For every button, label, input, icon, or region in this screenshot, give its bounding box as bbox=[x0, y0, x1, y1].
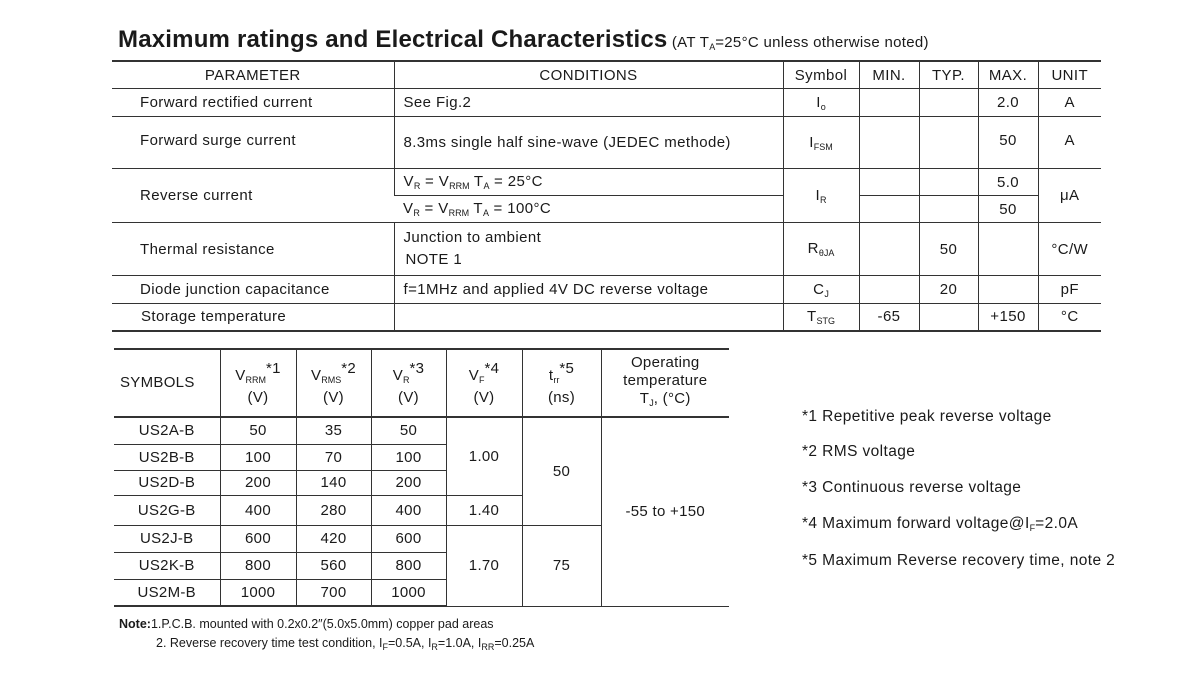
param-junction-capacitance: Diode junction capacitance bbox=[112, 276, 394, 304]
symbol: $I_o$ bbox=[783, 89, 859, 117]
max-value: 5.0 bbox=[978, 169, 1038, 196]
max-value: 50 bbox=[978, 196, 1038, 223]
condition: $V_R = V_{RRM}$ $T_A = 25^\circ C$ bbox=[394, 169, 783, 196]
max-value bbox=[978, 276, 1038, 304]
vrrm-cell: 50 bbox=[220, 417, 296, 444]
symbol: $R_{\theta JA}$ bbox=[783, 223, 859, 276]
vr-cell: 200 bbox=[371, 470, 446, 495]
max-value bbox=[978, 223, 1038, 276]
header-vf: $V_F*4$ (V) bbox=[446, 349, 522, 417]
min-value bbox=[859, 169, 919, 196]
min-value bbox=[859, 223, 919, 276]
param-reverse-current: Reverse current bbox=[112, 169, 394, 223]
typ-value: 20 bbox=[919, 276, 978, 304]
symbol: $I_{FSM}$ bbox=[783, 117, 859, 169]
vrrm-cell: 200 bbox=[220, 470, 296, 495]
note-line-2: 2. Reverse recovery time test condition, $I_F=0.5A$, $I_R=1.0A$, $I_{RR}=0.25A$ bbox=[156, 636, 535, 652]
symbol: $I_R$ bbox=[783, 169, 859, 223]
min-value bbox=[859, 89, 919, 117]
typ-value bbox=[919, 89, 978, 117]
condition: See Fig.2 bbox=[394, 89, 783, 117]
footnote-2: *2 RMS voltage bbox=[802, 443, 916, 460]
min-value: -65 bbox=[859, 304, 919, 331]
symbol-cell: US2K-B bbox=[114, 552, 220, 579]
table-row bbox=[112, 304, 1101, 331]
note-label: Note: bbox=[119, 617, 151, 631]
footnote-1: *1 Repetitive peak reverse voltage bbox=[802, 408, 1052, 425]
header-symbol: Symbol bbox=[783, 61, 859, 89]
symbols-header-row bbox=[114, 349, 729, 417]
trr-cell: 50 bbox=[522, 417, 601, 525]
vf-cell: 1.40 bbox=[446, 495, 522, 525]
typ-value: 50 bbox=[919, 223, 978, 276]
header-unit: UNIT bbox=[1038, 61, 1101, 89]
condition: 8.3ms single half sine-wave (JEDEC methode) bbox=[394, 117, 783, 169]
header-max: MAX. bbox=[978, 61, 1038, 89]
unit-value: °C bbox=[1038, 304, 1101, 331]
param-thermal-resistance: Thermal resistance bbox=[112, 223, 394, 276]
vrrm-cell: 1000 bbox=[220, 579, 296, 606]
param-forward-current: Forward rectified current bbox=[112, 89, 394, 117]
typ-value bbox=[919, 304, 978, 331]
vr-cell: 800 bbox=[371, 552, 446, 579]
header-vrrm: $V_{RRM}*1$ (V) bbox=[220, 349, 296, 417]
ratings-header-row bbox=[112, 61, 1101, 89]
vr-cell: 400 bbox=[371, 495, 446, 525]
header-operating-temperature: Operating temperature $T_J$, (°C) bbox=[601, 349, 729, 417]
symbol: $C_J$ bbox=[783, 276, 859, 304]
notes bbox=[119, 617, 535, 652]
unit-value: A bbox=[1038, 117, 1101, 169]
header-vrms: $V_{RMS}*2$ (V) bbox=[296, 349, 371, 417]
symbol-cell: US2G-B bbox=[114, 495, 220, 525]
footnote-5: *5 Maximum Reverse recovery time, note 2 bbox=[802, 552, 1116, 569]
header-parameter: PARAMETER bbox=[112, 61, 394, 89]
vr-cell: 50 bbox=[371, 417, 446, 444]
symbol-cell: US2B-B bbox=[114, 444, 220, 470]
vrrm-cell: 100 bbox=[220, 444, 296, 470]
max-value: +150 bbox=[978, 304, 1038, 331]
vrrm-cell: 800 bbox=[220, 552, 296, 579]
trr-cell: 75 bbox=[522, 525, 601, 606]
table-row bbox=[112, 89, 1101, 117]
min-value bbox=[859, 117, 919, 169]
vrms-cell: 70 bbox=[296, 444, 371, 470]
typ-value bbox=[919, 196, 978, 223]
vrms-cell: 560 bbox=[296, 552, 371, 579]
table-row bbox=[112, 223, 1101, 276]
typ-value bbox=[919, 117, 978, 169]
condition: Junction to ambient NOTE 1 bbox=[394, 223, 783, 276]
vrrm-cell: 400 bbox=[220, 495, 296, 525]
header-trr: $t_{rr}*5$ (ns) bbox=[522, 349, 601, 417]
vrms-cell: 35 bbox=[296, 417, 371, 444]
max-value: 50 bbox=[978, 117, 1038, 169]
footnote-4: *4 Maximum forward $voltage@I_F=2.0A$ bbox=[802, 515, 1079, 533]
vf-cell: 1.70 bbox=[446, 525, 522, 606]
condition: $V_R = V_{RRM}$ $T_A = 100^\circ C$ bbox=[394, 196, 783, 223]
header-conditions: CONDITIONS bbox=[394, 61, 783, 89]
condition bbox=[394, 304, 783, 331]
unit-value: °C/W bbox=[1038, 223, 1101, 276]
symbols-table bbox=[114, 348, 729, 607]
title-main: Maximum ratings and Electrical Characteristics bbox=[118, 26, 668, 53]
symbol: $T_{STG}$ bbox=[783, 304, 859, 331]
vrms-cell: 280 bbox=[296, 495, 371, 525]
header-symbols: SYMBOLS bbox=[114, 349, 220, 417]
unit-value: A bbox=[1038, 89, 1101, 117]
vrms-cell: 700 bbox=[296, 579, 371, 606]
vr-cell: 100 bbox=[371, 444, 446, 470]
min-value bbox=[859, 276, 919, 304]
operating-temp-cell: -55 to +150 bbox=[601, 417, 729, 606]
vrrm-cell: 600 bbox=[220, 525, 296, 552]
vrms-cell: 140 bbox=[296, 470, 371, 495]
max-value: 2.0 bbox=[978, 89, 1038, 117]
header-min: MIN. bbox=[859, 61, 919, 89]
symbol-cell: US2D-B bbox=[114, 470, 220, 495]
table-row bbox=[112, 117, 1101, 169]
typ-value bbox=[919, 169, 978, 196]
min-value bbox=[859, 196, 919, 223]
vrms-cell: 420 bbox=[296, 525, 371, 552]
table-row bbox=[114, 417, 729, 444]
vr-cell: 600 bbox=[371, 525, 446, 552]
condition: f=1MHz and applied 4V DC reverse voltage bbox=[394, 276, 783, 304]
header-typ: TYP. bbox=[919, 61, 978, 89]
unit-value: pF bbox=[1038, 276, 1101, 304]
ratings-table bbox=[112, 60, 1101, 332]
table-row bbox=[112, 169, 1101, 196]
page-title bbox=[118, 26, 929, 54]
unit-value: μA bbox=[1038, 169, 1101, 223]
title-conditions-note: (AT $T_A=25^\circ C$ unless otherwise noted) bbox=[671, 34, 929, 52]
param-storage-temperature: Storage temperature bbox=[112, 304, 394, 331]
header-vr: $V_R*3$ (V) bbox=[371, 349, 446, 417]
param-surge-current: Forward surge current bbox=[112, 117, 394, 169]
symbol-cell: US2A-B bbox=[114, 417, 220, 444]
symbol-cell: US2J-B bbox=[114, 525, 220, 552]
note-line-1: Note:1.P.C.B. mounted with 0.2x0.2″(5.0x5.0mm) copper pad areas bbox=[119, 617, 494, 631]
footnote-3: *3 Continuous reverse voltage bbox=[802, 479, 1022, 496]
table-row bbox=[112, 276, 1101, 304]
symbol-cell: US2M-B bbox=[114, 579, 220, 606]
vf-cell: 1.00 bbox=[446, 417, 522, 495]
vr-cell: 1000 bbox=[371, 579, 446, 606]
